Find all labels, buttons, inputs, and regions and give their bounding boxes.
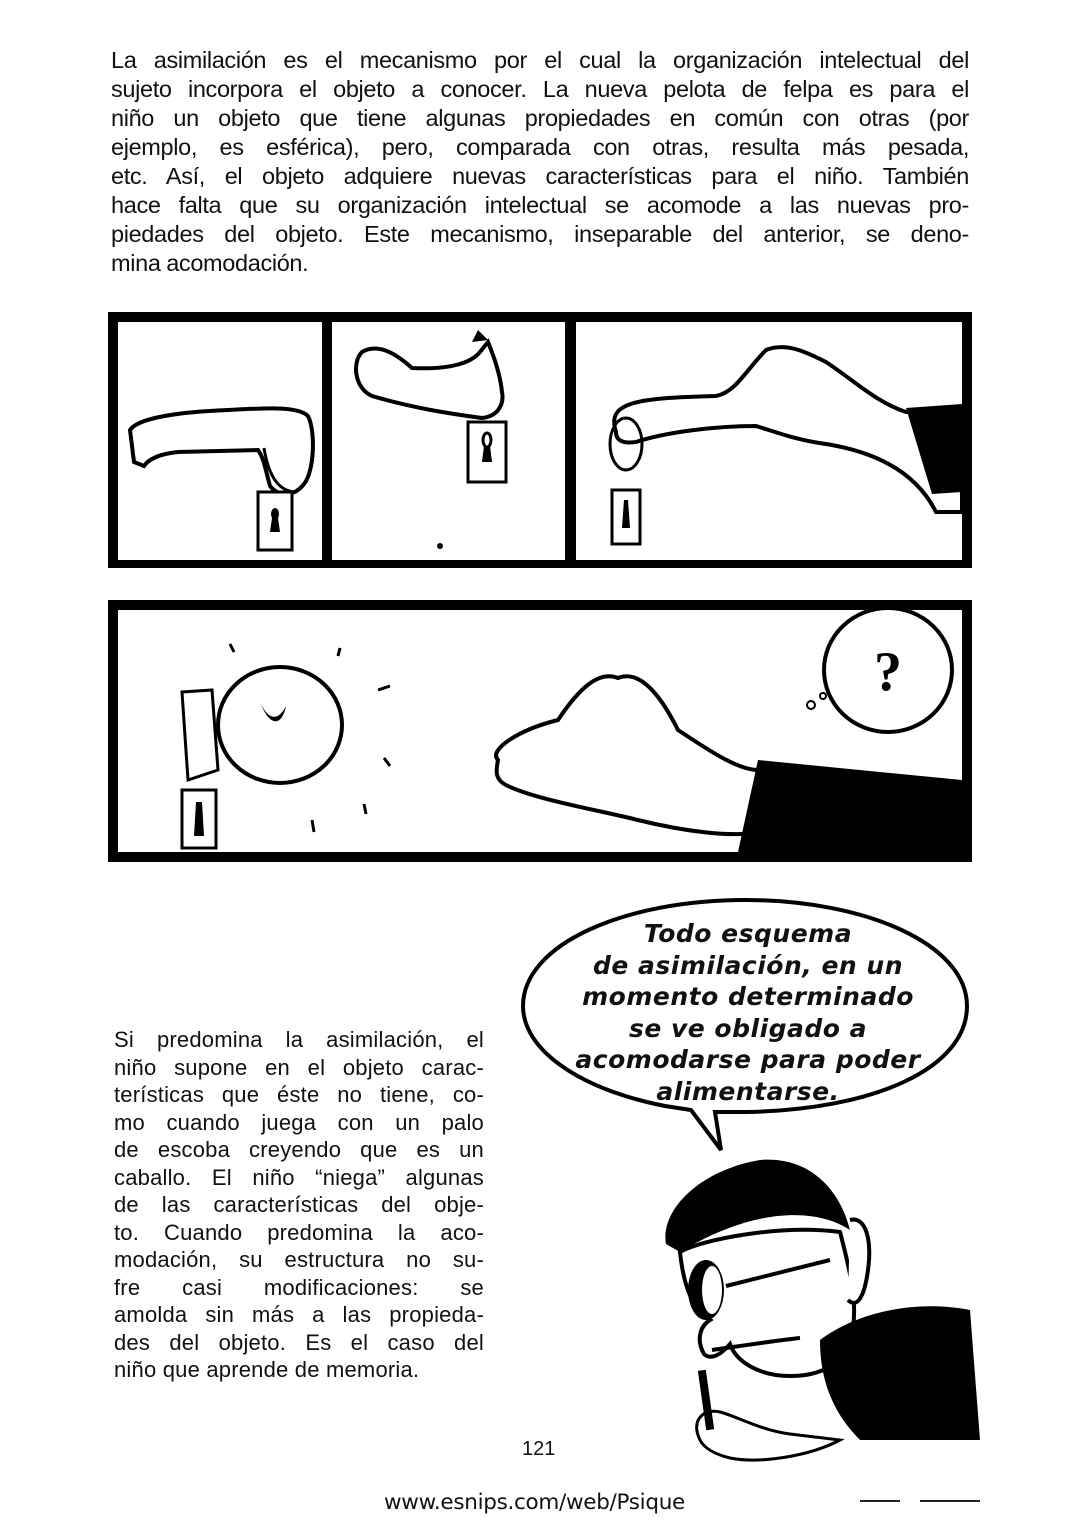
footer-rule [920,1500,980,1502]
side-line: niño supone en el objeto carac- [114,1054,484,1080]
side-line: modación, su estructura no su- [114,1247,484,1272]
side-line: fre casi modificaciones: se [114,1274,484,1300]
comic-panel-ball-and-hand [118,610,962,852]
ball-and-hand-illustration [118,610,962,852]
footer-rule [860,1500,900,1502]
side-line: de escoba creyendo que es un [114,1137,484,1162]
side-line: caballo. El niño “niega” algunas [114,1164,484,1190]
intro-line: niño un objeto que tiene algunas propiedades en común con otras (por [111,105,969,131]
bubble-line: momento determinado [582,982,914,1011]
bubble-line: se ve obligado a [628,1013,868,1043]
intro-line: mina acomodación. [111,250,309,276]
side-paragraph [114,1026,484,1384]
side-line: Si predomina la asimilación, el [114,1027,484,1052]
intro-line: ejemplo, es esférica), pero, comparada con otras, resulta más pesada, [111,134,969,160]
comic-strip-top [108,312,972,568]
comic-panel-bent-handle [332,322,565,560]
side-line: amolda sin más a las propieda- [114,1302,484,1327]
caricature-illustration [640,1140,980,1500]
comic-panel-door-handle [118,322,322,560]
page-number: 121 [522,1438,556,1460]
bubble-line: acomodarse para poder [575,1045,921,1074]
side-line: des del objeto. Es el caso del [114,1329,484,1355]
question-mark: ? [874,641,902,703]
intro-line: sujeto incorpora el objeto a conocer. La nueva pelota de felpa es para el [111,76,969,102]
bubble-line: Todo esquema [643,919,853,948]
side-line: mo cuando juega con un palo [114,1109,484,1135]
side-line: to. Cuando predomina la aco- [114,1219,484,1245]
side-line: niño que aprende de memoria. [114,1357,420,1382]
intro-paragraph [111,46,969,278]
side-line: terísticas que éste no tiene, co- [114,1082,484,1107]
door-handle-illustration [118,322,322,560]
bubble-line: de asimilación, en un [592,950,904,980]
bubble-line: alimentarse. [656,1076,840,1106]
intro-line: La asimilación es el mecanismo por el cual la organización intelectual del [111,47,969,73]
comic-strip-bottom [108,600,972,862]
footer-url: www.esnips.com/web/Psique [384,1490,685,1515]
speech-bubble-text [548,918,948,1107]
comic-panel-hand-grip [576,322,962,560]
intro-line: piedades del objeto. Este mecanismo, inseparable del anterior, se deno- [111,221,969,247]
side-line: de las características del obje- [114,1192,484,1217]
bent-handle-illustration [332,322,565,560]
intro-line: hace falta que su organización intelectual se acomode a las nuevas pro- [111,192,969,218]
hand-gripping-handle-illustration [576,322,962,560]
intro-line: etc. Así, el objeto adquiere nuevas características para el niño. También [111,163,969,189]
